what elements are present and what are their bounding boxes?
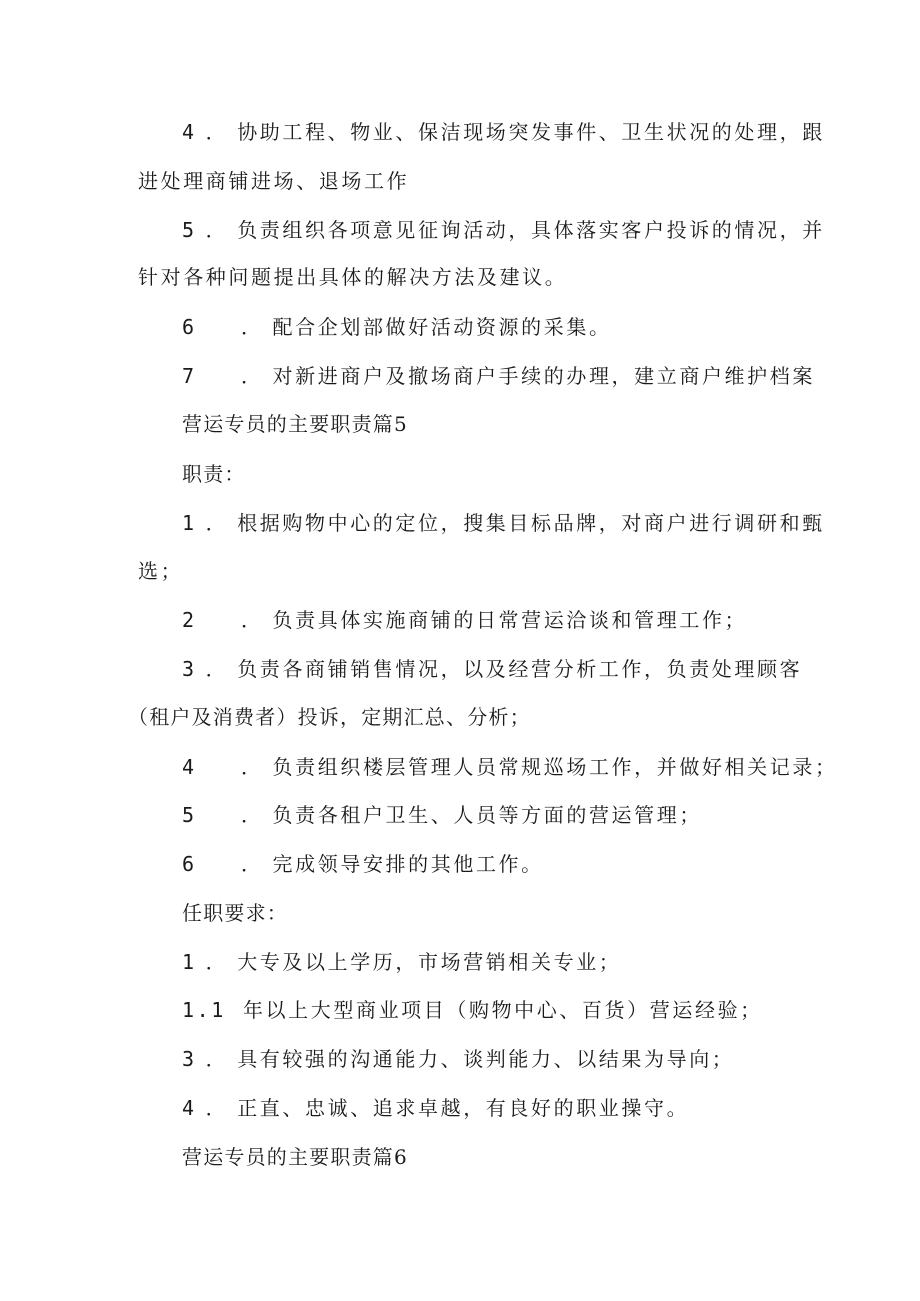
item-number: 1 (182, 511, 197, 535)
item-text: 负责组织各项意见征询活动，具体落实客户投诉的情况，并 (237, 218, 825, 242)
item-separator: ． (205, 511, 229, 535)
label-text: 职责： (182, 462, 246, 486)
item-separator: ． (205, 1047, 229, 1071)
duty-2-line (182, 606, 747, 634)
item-text: 进处理商铺进场、退场工作 (138, 169, 410, 193)
duties-label (182, 460, 246, 488)
item-separator: ． (240, 364, 264, 388)
item-separator: ． (205, 657, 229, 681)
item-number: 4 (182, 755, 197, 779)
item-text: 针对各种问题提出具体的解决方法及建议。 (138, 265, 568, 289)
item-separator: ． (240, 608, 264, 632)
item-4-line-2 (138, 167, 409, 195)
item-text: 大专及以上学历，市场营销相关专业； (237, 950, 622, 974)
item-separator: ． (240, 803, 264, 827)
item-text: （租户及消费者）投诉，定期汇总、分析； (128, 705, 531, 729)
item-7-line (182, 362, 815, 390)
requirements-label (182, 899, 288, 927)
item-separator: ． (205, 218, 229, 242)
item-text: 负责各商铺销售情况，以及经营分析工作，负责处理顾客 (237, 657, 803, 681)
item-number: 2 (182, 608, 197, 632)
item-number: 3 (182, 657, 197, 681)
requirement-4-line (182, 1094, 689, 1122)
item-number: 1 (182, 950, 197, 974)
item-separator: ． (240, 852, 264, 876)
item-text: 对新进商户及撤场商户手续的办理，建立商户维护档案 (272, 364, 815, 388)
duty-1-line-2 (138, 557, 183, 585)
item-separator: ． (240, 315, 264, 339)
duty-1-line-1 (182, 509, 825, 537)
requirement-3-line (182, 1045, 734, 1073)
item-text: 完成领导安排的其他工作。 (272, 852, 544, 876)
item-separator: ． (205, 120, 229, 144)
duty-5-line (182, 801, 702, 829)
item-text: 选； (138, 559, 184, 583)
item-number: 5 (182, 218, 197, 242)
item-4-line-1 (182, 118, 825, 146)
requirement-2-line (182, 996, 763, 1024)
item-5-line-2 (138, 263, 567, 291)
item-number: 6 (182, 315, 197, 339)
item-separator: ． (205, 1096, 229, 1120)
item-number: 7 (182, 364, 197, 388)
requirement-1-line (182, 948, 621, 976)
item-number: 6 (182, 852, 197, 876)
item-text: 年以上大型商业项目（购物中心、百货）营运经验； (242, 998, 763, 1022)
heading-text: 营运专员的主要职责篇5 (182, 412, 408, 436)
item-number: 1.1 (182, 998, 226, 1022)
item-number: 3 (182, 1047, 197, 1071)
item-number: 5 (182, 803, 197, 827)
heading-text: 营运专员的主要职责篇6 (182, 1145, 408, 1169)
item-text: 负责具体实施商铺的日常营运洽谈和管理工作； (272, 608, 748, 632)
item-text: 负责各租户卫生、人员等方面的营运管理； (272, 803, 702, 827)
item-text: 根据购物中心的定位，搜集目标品牌，对商户进行调研和甄 (237, 511, 825, 535)
item-text: 协助工程、物业、保洁现场突发事件、卫生状况的处理，跟 (237, 120, 825, 144)
item-separator: ． (240, 755, 264, 779)
item-number: 4 (182, 1096, 197, 1120)
duty-6-line (182, 850, 544, 878)
item-text: 正直、忠诚、追求卓越，有良好的职业操守。 (237, 1096, 690, 1120)
item-6-line (182, 313, 612, 341)
section-heading-6 (182, 1143, 408, 1171)
item-separator: ． (205, 950, 229, 974)
label-text: 任职要求： (182, 901, 288, 925)
duty-3-line-2 (128, 703, 531, 731)
item-number: 4 (182, 120, 197, 144)
item-5-line-1 (182, 216, 825, 244)
item-text: 配合企划部做好活动资源的采集。 (272, 315, 612, 339)
section-heading-5 (182, 410, 408, 438)
item-text: 具有较强的沟通能力、谈判能力、以结果为导向； (237, 1047, 735, 1071)
duty-4-line (182, 753, 838, 781)
item-text: 负责组织楼层管理人员常规巡场工作，并做好相关记录； (272, 755, 838, 779)
duty-3-line-1 (182, 655, 802, 683)
